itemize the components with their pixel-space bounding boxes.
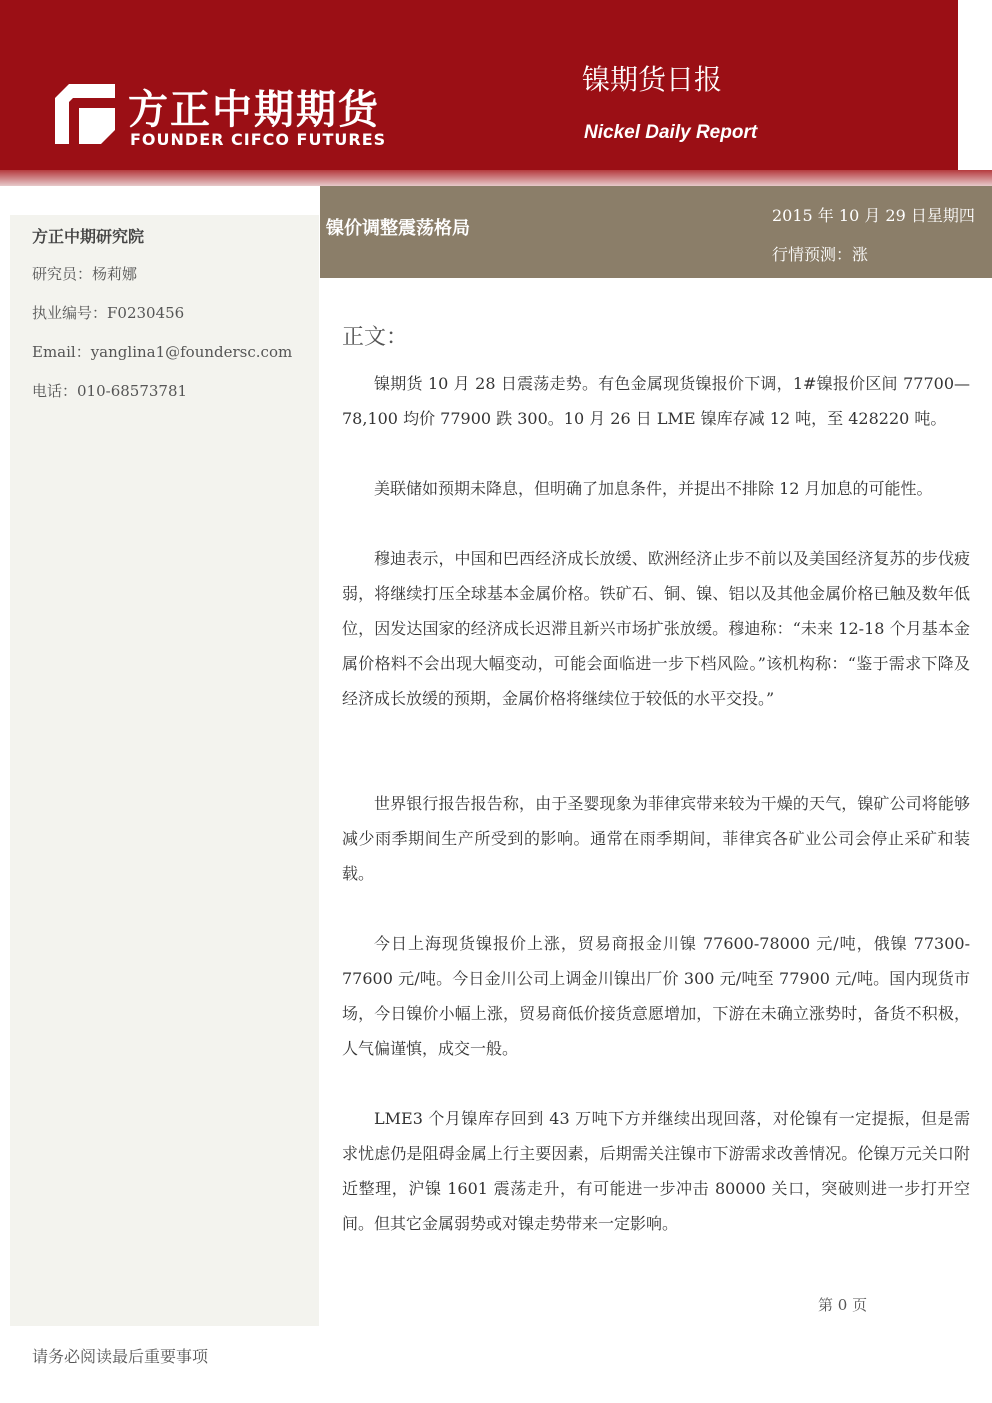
market-forecast: 行情预测：涨: [772, 245, 869, 264]
report-title-en: Nickel Daily Report: [584, 122, 758, 143]
sidebar-phone: 电话：010-68573781: [32, 382, 188, 400]
paragraph-1: 镍期货 10 月 28 日震荡走势。有色金属现货镍报价下调，1#镍报价区间 77700—78,100 均价 77900 跌 300。10 月 26 日 LME 镍库存减 12 吨，至 428220 吨。: [342, 374, 970, 428]
paragraph-5: 今日上海现货镍报价上涨，贸易商报金川镍 77600-78000 元/吨，俄镍 77300-77600 元/吨。今日金川公司上调金川镍出厂价 300 元/吨至 77900 元/吨。国内现货市场，今日镍价小幅上涨，贸易商低价接货意愿增加，下游在未确立涨势时，备货不积极，人气偏谨慎，成交一般。: [342, 934, 970, 1058]
paragraph-4: 世界银行报告报告称，由于圣婴现象为菲律宾带来较为干燥的天气，镍矿公司将能够减少雨季期间生产所受到的影响。通常在雨季期间，菲律宾各矿业公司会停止采矿和装载。: [342, 794, 970, 883]
founder-logo-icon: [55, 84, 115, 144]
logo-text-cn: 方正中期期货: [128, 87, 380, 133]
report-date: 2015 年 10 月 29 日星期四: [772, 206, 975, 225]
sidebar-researcher: 研究员：杨莉娜: [32, 265, 138, 283]
page-number: 第 0 页: [818, 1296, 868, 1314]
body-heading: 正文：: [342, 325, 409, 350]
paragraph-2: 美联储如预期未降息，但明确了加息条件，并提出不排除 12 月加息的可能性。: [374, 479, 933, 498]
header-gap: [958, 0, 992, 170]
sidebar-email[interactable]: Email：yanglina1@foundersc.com: [32, 343, 293, 361]
header-gradient-strip: [0, 170, 992, 186]
paragraph-6: LME3 个月镍库存回到 43 万吨下方并继续出现回落，对伦镍有一定提振，但是需求忧虑仍是阻碍金属上行主要因素，后期需关注镍市下游需求改善情况。伦镍万元关口附近整理，沪镍 1601 震荡走升，有可能进一步冲击 80000 关口，突破则进一步打开空间。但其它金属弱势或对镍走势带来一定影响。: [342, 1109, 970, 1233]
paragraph-3: 穆迪表示，中国和巴西经济成长放缓、欧洲经济止步不前以及美国经济复苏的步伐疲弱，将继续打压全球基本金属价格。铁矿石、铜、镍、铝以及其他金属价格已触及数年低位，因发达国家的经济成长迟滞且新兴市场扩张放缓。穆迪称：“未来 12-18 个月基本金属价格料不会出现大幅变动，可能会面临进一步下档风险。”该机构称：“鉴于需求下降及经济成长放缓的预期，金属价格将继续位于较低的水平交投。”: [342, 549, 970, 708]
logo-text-en: FOUNDER CIFCO FUTURES: [130, 130, 387, 149]
sidebar-org: 方正中期研究院: [32, 227, 145, 246]
sidebar-license: 执业编号：F0230456: [32, 304, 185, 322]
report-title-cn: 镍期货日报: [582, 63, 723, 96]
footer-note: 请务必阅读最后重要事项: [32, 1347, 209, 1366]
report-headline: 镍价调整震荡格局: [326, 218, 470, 239]
